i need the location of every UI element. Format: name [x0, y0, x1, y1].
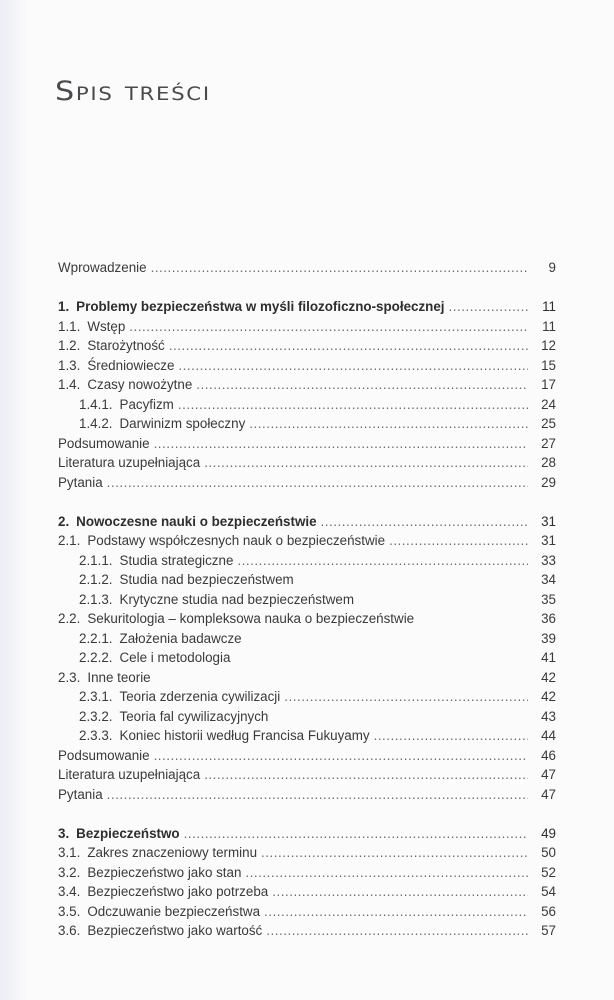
toc-page-number: 15: [541, 357, 556, 373]
toc-entry[interactable]: [58, 746, 556, 766]
toc-page-number: 46: [541, 747, 556, 763]
toc-entry-number: 2.1.: [58, 533, 81, 548]
toc-entry-label: Studia strategiczne: [119, 552, 234, 568]
dot-leader: [151, 258, 528, 278]
toc-entry[interactable]: [58, 882, 556, 902]
toc-page-number: 11: [542, 318, 556, 334]
toc-entry-label: Zakres znaczeniowy terminu: [87, 845, 258, 860]
toc-entry[interactable]: [58, 785, 556, 805]
dot-leader: [204, 453, 528, 473]
toc-entry-number: 1.2.: [58, 338, 81, 353]
toc-page-number: 36: [541, 611, 556, 626]
toc-entry[interactable]: [58, 375, 556, 395]
toc-entry-title: [58, 395, 174, 415]
toc-entry-title: [58, 921, 262, 941]
toc-page-number: 9: [548, 260, 556, 275]
toc-entry-label: Wprowadzenie: [58, 260, 147, 275]
toc-entry[interactable]: [58, 921, 556, 941]
toc-entry[interactable]: [58, 317, 556, 337]
toc-entry-title: [58, 531, 385, 551]
toc-entry-title: [58, 551, 233, 571]
dot-leader: [321, 512, 528, 532]
toc-entry[interactable]: [58, 434, 556, 454]
toc-entry-title: [58, 336, 165, 356]
dot-leader: [284, 687, 528, 707]
toc-entry[interactable]: [58, 863, 556, 883]
toc-chapter-entry[interactable]: [58, 297, 556, 317]
toc-entry[interactable]: [58, 356, 556, 376]
toc-entry[interactable]: [58, 570, 556, 590]
toc-entry-title: [58, 453, 200, 473]
toc-entry-label: Bezpieczeństwo jako wartość: [87, 923, 263, 938]
toc-entry[interactable]: [58, 629, 556, 649]
toc-entry-label: Starożytność: [87, 338, 165, 353]
toc-page-number: 47: [541, 767, 556, 782]
dot-leader: [169, 336, 528, 356]
toc-page-number: 42: [541, 669, 556, 685]
dot-leader: [178, 395, 528, 415]
toc-page-number: 11: [542, 299, 556, 314]
toc-entry-title: [58, 570, 294, 590]
toc-entry-label: Darwinizm społeczny: [119, 416, 246, 431]
toc-page-number: 33: [541, 552, 556, 568]
toc-entry-title: [58, 356, 174, 376]
toc-page-number: 41: [541, 650, 556, 665]
toc-entry-label: Podstawy współczesnych nauk o bezpieczeństwie: [87, 533, 386, 548]
dot-leader: [196, 375, 528, 395]
toc-entry-label: Pytania: [58, 474, 103, 490]
toc-entry-title: [58, 609, 414, 629]
toc-page-number: 44: [541, 728, 556, 743]
toc-entry-label: Koniec historii według Francisa Fukuyamy: [119, 728, 370, 743]
toc-entry[interactable]: [58, 707, 556, 727]
toc-chapter-entry[interactable]: [58, 512, 556, 532]
toc-entry-label: Pytania: [58, 786, 103, 802]
toc-entry-label: Nowoczesne nauki o bezpieczeństwie: [76, 513, 317, 529]
toc-entry[interactable]: [58, 902, 556, 922]
toc-entry-label: Krytyczne studia nad bezpieczeństwem: [119, 591, 354, 607]
toc-entry-number: 2.2.1.: [79, 630, 113, 646]
dot-leader: [154, 746, 528, 766]
toc-entry-number: 1.4.2.: [79, 416, 113, 431]
toc-entry-number: 1.4.: [58, 377, 81, 392]
dot-leader: [204, 765, 528, 785]
toc-page-number: 31: [541, 513, 556, 529]
toc-entry[interactable]: [58, 843, 556, 863]
toc-page-number: 50: [541, 845, 556, 860]
toc-entry[interactable]: [58, 590, 556, 610]
toc-page-number: 27: [541, 435, 556, 451]
table-of-contents: [58, 258, 556, 941]
toc-page-number: 47: [541, 786, 556, 802]
toc-entry-title: [58, 258, 147, 278]
toc-entry-label: Bezpieczeństwo jako potrzeba: [87, 884, 269, 899]
toc-entry-number: 2.1.2.: [79, 572, 113, 587]
toc-page-number: 25: [541, 416, 556, 431]
toc-entry[interactable]: [58, 414, 556, 434]
toc-chapter-entry[interactable]: [58, 824, 556, 844]
toc-entry-label: Studia nad bezpieczeństwem: [119, 572, 294, 587]
toc-entry-label: Założenia badawcze: [119, 630, 242, 646]
dot-leader: [107, 473, 528, 493]
toc-page-number: 29: [541, 474, 556, 490]
toc-entry-number: 2.3.3.: [79, 728, 113, 743]
toc-entry-title: [58, 297, 445, 317]
toc-entry-title: [58, 317, 125, 337]
toc-entry-title: [58, 726, 370, 746]
toc-page-number: 17: [541, 377, 556, 392]
toc-page-number: 39: [541, 630, 556, 646]
toc-entry-title: [58, 648, 230, 668]
toc-entry-number: 3.2.: [58, 864, 81, 880]
toc-entry-title: [58, 785, 103, 805]
toc-entry-title: [58, 434, 150, 454]
toc-entry-label: Inne teorie: [87, 669, 151, 685]
toc-entry-title: [58, 863, 241, 883]
toc-entry-number: 2.1.1.: [79, 552, 113, 568]
dot-leader: [129, 317, 528, 337]
toc-entry-label: Teoria zderzenia cywilizacji: [119, 689, 281, 704]
toc-entry-title: [58, 629, 242, 649]
toc-entry-number: 2.2.2.: [79, 650, 113, 665]
toc-page-number: 52: [541, 864, 556, 880]
dot-leader: [184, 824, 528, 844]
toc-entry[interactable]: [58, 765, 556, 785]
toc-entry[interactable]: [58, 395, 556, 415]
dot-leader: [237, 551, 528, 571]
toc-entry-number: 2.2.: [58, 611, 81, 626]
dot-leader: [245, 863, 528, 883]
toc-entry-number: 2.3.2.: [79, 708, 113, 724]
toc-entry-label: Literatura uzupełniająca: [58, 767, 201, 782]
toc-entry-title: [58, 668, 151, 688]
toc-entry-label: Wstęp: [87, 318, 126, 334]
toc-entry-title: [58, 590, 354, 610]
toc-entry[interactable]: [58, 648, 556, 668]
toc-page-number: 35: [541, 591, 556, 607]
toc-page-number: 57: [541, 923, 556, 938]
dot-leader: [374, 726, 528, 746]
toc-entry-title: [58, 375, 192, 395]
dot-leader: [154, 434, 528, 454]
dot-leader: [261, 843, 528, 863]
dot-leader: [107, 785, 528, 805]
toc-entry-label: Literatura uzupełniająca: [58, 455, 201, 470]
toc-entry-title: [58, 765, 200, 785]
toc-entry[interactable]: [58, 531, 556, 551]
toc-entry-title: [58, 414, 245, 434]
toc-entry-number: 1.3.: [58, 357, 81, 373]
toc-page-number: 12: [541, 338, 556, 353]
toc-entry[interactable]: [58, 609, 556, 629]
toc-entry-number: 1.: [58, 299, 70, 314]
toc-entry-label: Bezpieczeństwo: [76, 825, 180, 841]
toc-entry[interactable]: [58, 551, 556, 571]
toc-page-number: 28: [541, 455, 556, 470]
dot-leader: [272, 882, 528, 902]
toc-entry-number: 3.1.: [58, 845, 81, 860]
toc-entry[interactable]: [58, 473, 556, 493]
toc-page-number: 34: [541, 572, 556, 587]
toc-entry-number: 2.3.1.: [79, 689, 113, 704]
toc-entry-title: [58, 473, 103, 493]
dot-leader: [389, 531, 528, 551]
page-gutter-shade: [0, 0, 28, 1000]
toc-entry-number: 3.6.: [58, 923, 81, 938]
toc-entry-label: Teoria fal cywilizacyjnych: [119, 708, 269, 724]
toc-entry-label: Problemy bezpieczeństwa w myśli filozoficzno-społecznej: [76, 299, 445, 314]
toc-entry[interactable]: [58, 258, 556, 278]
toc-entry-title: [58, 843, 257, 863]
toc-entry-title: [58, 707, 268, 727]
toc-entry-title: [58, 824, 180, 844]
toc-page-number: 49: [541, 825, 556, 841]
toc-entry-number: 3.5.: [58, 903, 81, 919]
toc-entry[interactable]: [58, 453, 556, 473]
dot-leader: [178, 356, 528, 376]
toc-entry[interactable]: [58, 336, 556, 356]
toc-entry-number: 1.4.1.: [79, 396, 113, 412]
dot-leader: [449, 297, 529, 317]
page-title: Spis treści: [55, 76, 211, 108]
toc-page-number: 31: [541, 533, 556, 548]
toc-entry-label: Pacyfizm: [119, 396, 174, 412]
toc-entry-label: Podsumowanie: [58, 435, 150, 451]
toc-entry-label: Bezpieczeństwo jako stan: [87, 864, 242, 880]
toc-entry-title: [58, 687, 280, 707]
toc-entry-number: 2.3.: [58, 669, 81, 685]
toc-entry-label: Cele i metodologia: [119, 650, 231, 665]
toc-entry[interactable]: [58, 687, 556, 707]
toc-entry-label: Średniowiecze: [87, 357, 175, 373]
dot-leader: [264, 902, 528, 922]
toc-entry-label: Czasy nowożytne: [87, 377, 193, 392]
toc-entry-label: Odczuwanie bezpieczeństwa: [87, 903, 261, 919]
toc-page-number: 56: [541, 903, 556, 919]
toc-entry-number: 2.1.3.: [79, 591, 113, 607]
toc-entry-title: [58, 512, 317, 532]
toc-entry-title: [58, 746, 150, 766]
toc-entry[interactable]: [58, 668, 556, 688]
toc-entry-number: 1.1.: [58, 318, 81, 334]
toc-page-number: 54: [541, 884, 556, 899]
toc-page-number: 42: [541, 689, 556, 704]
toc-page-number: 24: [541, 396, 556, 412]
toc-entry-number: 2.: [58, 513, 70, 529]
toc-page-number: 43: [541, 708, 556, 724]
dot-leader: [266, 921, 528, 941]
toc-entry-label: Podsumowanie: [58, 747, 150, 763]
toc-entry-title: [58, 902, 260, 922]
toc-entry-number: 3.4.: [58, 884, 81, 899]
toc-entry-label: Sekuritologia – kompleksowa nauka o bezpieczeństwie: [87, 611, 415, 626]
dot-leader: [249, 414, 528, 434]
toc-entry-number: 3.: [58, 825, 70, 841]
toc-entry[interactable]: [58, 726, 556, 746]
toc-entry-title: [58, 882, 268, 902]
